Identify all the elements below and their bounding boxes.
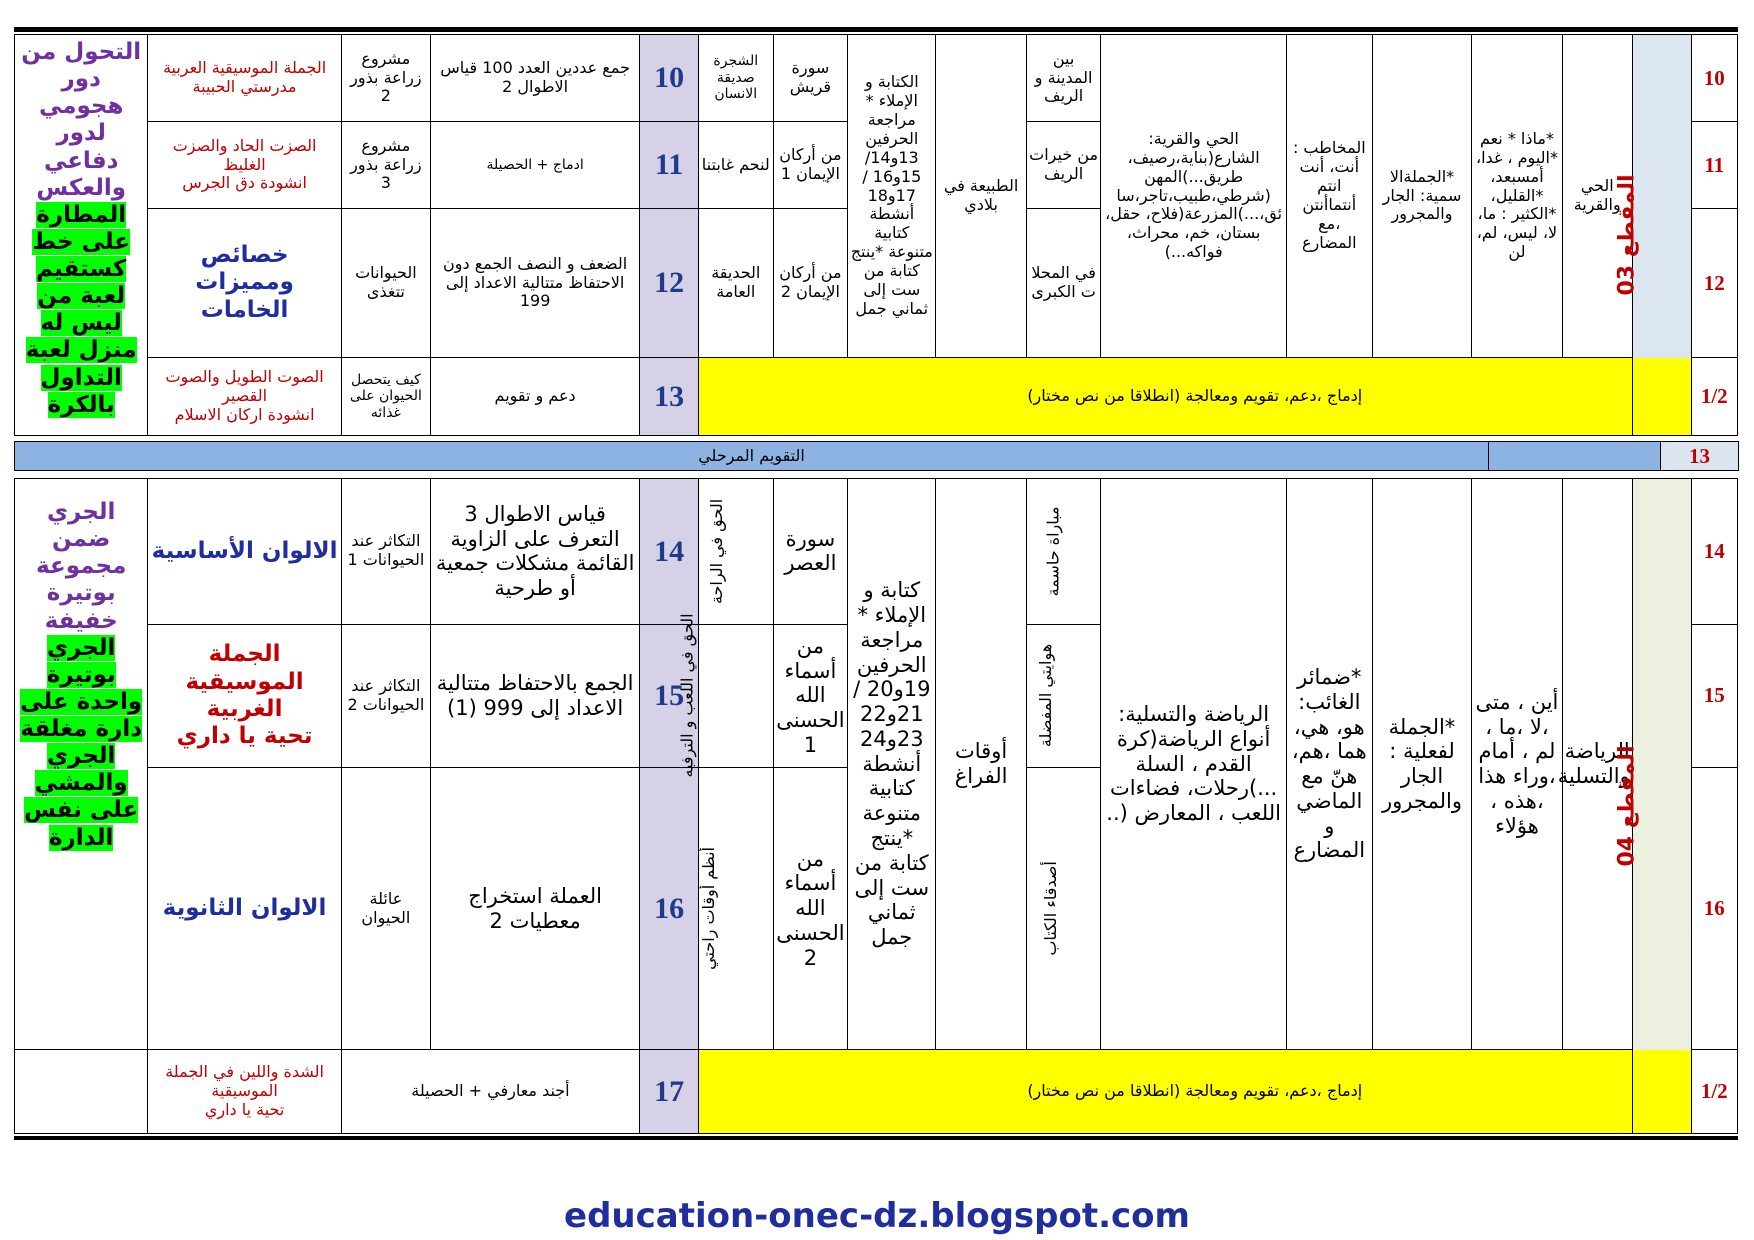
session-number: 15	[640, 624, 699, 767]
sport-activity-cell	[15, 35, 148, 436]
arts-cell: خصائص ومميزات الخامات	[148, 209, 341, 358]
islamic-cell: من أركان الإيمان 2	[773, 209, 848, 358]
arts-cell	[148, 122, 341, 209]
text-cell: من خيرات الريف	[1026, 122, 1101, 209]
session-number: 10	[640, 35, 699, 122]
sport-activity-bottom: الجري بوتيرة واحدة على دارة مغلقة الجري والمشي على نفس الدارة	[20, 634, 143, 851]
sport-activity-top: الجري ضمن مجموعة بوتيرة خفيفة	[36, 499, 127, 634]
math-cell: قياس الاطوال 3 التعرف على الزاوية القائمة مشكلات جمعية أو طرحية	[431, 479, 640, 625]
top-border-bar	[14, 27, 1738, 32]
session-number: 13	[640, 358, 699, 436]
text-cell: مباراة حاسمة	[1026, 479, 1101, 625]
science-cell: التكاثر عند الحيوانات 2	[341, 624, 430, 767]
plan-table-unit-04	[14, 478, 1738, 1134]
arts-cell: الالوان الثانوية	[148, 767, 341, 1049]
arts-line-2: تحية يا داري	[204, 1100, 285, 1120]
sport-blank-cell	[15, 1050, 148, 1134]
civic-cell: الحديقة العامة	[698, 209, 773, 358]
science-cell: الحيوانات تتغذى	[341, 209, 430, 358]
civic-cell: لنحم غابتنا	[698, 122, 773, 209]
arts-line-1: الجملة الموسيقية الغربية	[185, 641, 304, 722]
arts-line-2: انشودة اركان الاسلام	[174, 404, 315, 424]
week-number: 1/2	[1691, 358, 1737, 436]
arts-line-1: الصوت الطويل والصوت القصير	[165, 367, 324, 406]
math-cell: جمع عددين العدد 100 قياس الاطوال 2	[431, 35, 640, 122]
civic-cell: أنظم أوقات راحتي	[698, 767, 773, 1049]
arts-cell	[148, 624, 341, 767]
week-number: 14	[1691, 479, 1737, 625]
arts-line-2: مدرستي الحبيبة	[192, 77, 297, 96]
integration-cell: إدماج ،دعم، تقويم ومعالجة (انطلاقا من نص مختار)	[698, 358, 1691, 436]
math-cell: دعم و تقويم	[431, 358, 640, 436]
science-cell: كيف يتحصل الحيوان على غذائه	[341, 358, 430, 436]
rasid-cell: الرياضة والتسلية: أنواع الرياضة(كرة القدم ، السلة ...)رحلات، فضاءات اللعب ، المعارض (..	[1101, 479, 1286, 1050]
sarf-cell: *ضمائر الغائب: هو، هي، هما ،هم، هنّ مع الماضي و المضارع	[1286, 479, 1372, 1050]
sarf-cell: المخاطب : أنت، أنت انتم أنتماأنتن ،مع المضارع	[1286, 35, 1372, 358]
nahw-cell: *الجملةالا سمية: الجار والمجرور	[1372, 35, 1471, 358]
civic-cell: الحق في الراحة	[698, 479, 773, 625]
sport-activity-cell	[15, 479, 148, 1050]
arts-line-1: الجملة الموسيقية العربية	[162, 58, 327, 78]
week-number: 16	[1691, 767, 1737, 1049]
arts-cell	[148, 35, 341, 122]
adawat-cell: *ماذا * نعم *اليوم ، غدا، أمسبعد، *القليل، *الكثير : ما، لا، ليس، لم، لن	[1472, 35, 1562, 358]
week-number: 15	[1691, 624, 1737, 767]
arts-line-1: الشدة واللين في الجملة الموسيقية	[165, 1062, 324, 1101]
session-number: 11	[640, 122, 699, 209]
science-cell: مشروع زراعة بذور 2	[341, 35, 430, 122]
civic-cell: الشجرة صديقة الانسان	[698, 35, 773, 122]
text-cell: هوايتي المفضلة	[1026, 624, 1101, 767]
unit-label: المقطع 04	[1632, 479, 1691, 1134]
math-cell: الضعف و النصف الجمع دون الاحتفاظ متتالية الاعداد إلى 199	[431, 209, 640, 358]
evaluation-blank-cell	[1489, 442, 1661, 471]
civic-cell: الحق في اللعب و الترفيه	[698, 624, 773, 767]
math-cell: العملة استخراج معطيات 2	[431, 767, 640, 1049]
theme-cell: الحي والقرية	[1562, 35, 1632, 358]
islamic-cell: سورة قريش	[773, 35, 848, 122]
arts-cell	[148, 358, 341, 436]
evaluation-separator-table	[14, 441, 1739, 471]
text-cell: أصدقاء الكتاب	[1026, 767, 1101, 1049]
session-number: 17	[640, 1050, 699, 1134]
arts-cell	[148, 1050, 341, 1134]
mahfoudat-cell: أوقات الفراغ	[936, 479, 1026, 1050]
mahfoudat-cell: الطبيعة في بلادي	[936, 35, 1026, 358]
arts-line-2: تحية يا داري	[176, 722, 313, 749]
evaluation-label: التقويم المرحلي	[15, 442, 1489, 471]
text-cell: في المحلا ت الكبرى	[1026, 209, 1101, 358]
math-cell: الجمع بالاحتفاظ متتالية الاعداد إلى 999 (1)	[431, 624, 640, 767]
session-number: 12	[640, 209, 699, 358]
sport-activity-bottom: المطارة على خط كستقيم لعبة من ليس له منزل لعبة التداول بالكرة	[25, 201, 137, 418]
unit-label: المقطع 03	[1632, 35, 1691, 436]
nahw-cell: *الجملة لفعلية : الجار والمجرور	[1372, 479, 1471, 1050]
session-number: 16	[640, 767, 699, 1049]
adawat-cell: أين ، متى ،لا ،ما ، لم ، أمام ،وراء هذا ،هذه ، هؤلاء	[1472, 479, 1562, 1050]
math-cell: أجند معارفي + الحصيلة	[341, 1050, 639, 1134]
arts-line-1: الصزت الحاد والصزت الغليظ	[172, 135, 317, 174]
week-number: 12	[1691, 209, 1737, 358]
week-number: 1/2	[1691, 1050, 1737, 1134]
islamic-cell: من أسماء الله الحسنى 2	[773, 767, 848, 1049]
rasid-cell: الحي والقرية: الشارع(بناية،رصيف، طريق...)المهن (شرطي،طبيب،تاجر،سا ئق،...)المزرعة(فلاح، حقل، بستان، خم، محراث، فواكه...)	[1101, 35, 1286, 358]
writing-cell: الكتابة و الإملاء * مراجعة الحرفين 13و14/ 15و16 / 17و18 أنشطة كتابية متنوعة *ينتج كتابة من ست إلى ثماني جمل	[848, 35, 936, 358]
writing-cell: كتابة و الإملاء * مراجعة الحرفين 19و20 / 21و22 23و24 أنشطة كتابية متنوعة *ينتج كتابة من ست إلى ثماني جمل	[848, 479, 936, 1050]
plan-table-unit-03	[14, 34, 1738, 436]
islamic-cell: سورة العصر	[773, 479, 848, 625]
arts-line-2: انشودة دق الجرس	[182, 173, 307, 193]
islamic-cell: من أسماء الله الحسنى 1	[773, 624, 848, 767]
arts-cell: الالوان الأساسية	[148, 479, 341, 625]
islamic-cell: من أركان الإيمان 1	[773, 122, 848, 209]
theme-cell: الرياضة والتسلية	[1562, 479, 1632, 1050]
math-cell: ادماج + الحصيلة	[431, 122, 640, 209]
sport-activity-top: التحول من دور هجومي لدور دفاعي والعكس	[21, 39, 142, 201]
session-number: 14	[640, 479, 699, 625]
science-cell: عائلة الحيوان	[341, 767, 430, 1049]
week-number: 13	[1661, 442, 1739, 471]
week-number: 10	[1691, 35, 1737, 122]
footer-url: education-onec-dz.blogspot.com	[564, 1196, 1190, 1236]
science-cell: مشروع زراعة بذور 3	[341, 122, 430, 209]
integration-cell: إدماج ،دعم، تقويم ومعالجة (انطلاقا من نص مختار)	[698, 1050, 1691, 1134]
week-number: 11	[1691, 122, 1737, 209]
science-cell: التكاثر عند الحيوانات 1	[341, 479, 430, 625]
bottom-border-bar	[14, 1136, 1738, 1140]
text-cell: بين المدينة و الريف	[1026, 35, 1101, 122]
